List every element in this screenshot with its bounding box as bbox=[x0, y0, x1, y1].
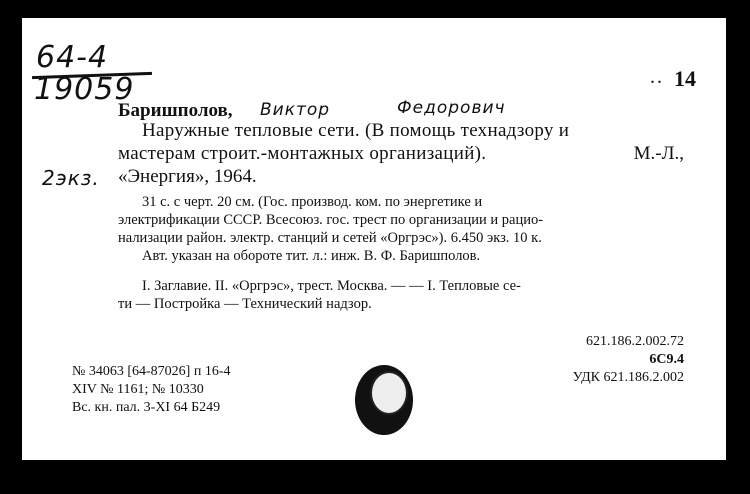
description-line-4: Авт. указан на обороте тит. л.: инж. В. Ф. Баришполов. bbox=[142, 248, 481, 264]
author-surname: Баришполов, bbox=[118, 100, 233, 121]
book-chamber-line: Вс. кн. пал. 3-XI 64 Б249 bbox=[72, 400, 221, 415]
title-line-1: Наружные тепловые сети. (В помощь технадзору и bbox=[142, 120, 570, 141]
description-line-3: нализации район. электр. станций и сетей «Оргрэс»). 6.450 экз. 10 к. bbox=[118, 230, 542, 246]
author-first-name: Виктор bbox=[260, 100, 331, 120]
catalog-card bbox=[22, 18, 726, 460]
scan-border-left bbox=[0, 0, 22, 494]
tracings-line-2: ти — Постройка — Технический надзор. bbox=[118, 296, 372, 312]
description-line-1: 31 с. с черт. 20 см. (Гос. производ. ком. по энергетике и bbox=[142, 194, 483, 210]
author-patronymic: Федорович bbox=[397, 98, 506, 118]
scan-border-bottom bbox=[0, 460, 750, 494]
card-number: 14 bbox=[674, 66, 696, 91]
card-punch-hole bbox=[355, 365, 413, 435]
title-line-2: мастерам строит.-монтажных организаций). bbox=[118, 143, 487, 164]
copies-margin-note: 2экз. bbox=[42, 166, 100, 190]
tracings-line-1: I. Заглавие. II. «Оргрэс», трест. Москва. — — I. Тепловые се- bbox=[142, 278, 521, 294]
classification-code-2: 6С9.4 bbox=[649, 352, 684, 367]
registration-number: № 34063 [64-87026] п 16-4 bbox=[72, 364, 231, 379]
publication-place: М.-Л., bbox=[633, 143, 684, 164]
publisher-year: «Энергия», 1964. bbox=[118, 166, 257, 187]
registration-series: XIV № 1161; № 10330 bbox=[72, 382, 204, 397]
shelf-mark-bottom: 19059 bbox=[34, 72, 135, 107]
udc-code: УДК 621.186.2.002 bbox=[572, 370, 684, 385]
shelf-mark-top: 64-4 bbox=[36, 40, 109, 75]
classification-code-1: 621.186.2.002.72 bbox=[586, 334, 684, 349]
card-number-dots: .. bbox=[650, 66, 664, 88]
scan-border-right bbox=[726, 0, 750, 494]
description-line-2: электрификации СССР. Всесоюз. гос. трест по организации и рацио- bbox=[118, 212, 544, 228]
